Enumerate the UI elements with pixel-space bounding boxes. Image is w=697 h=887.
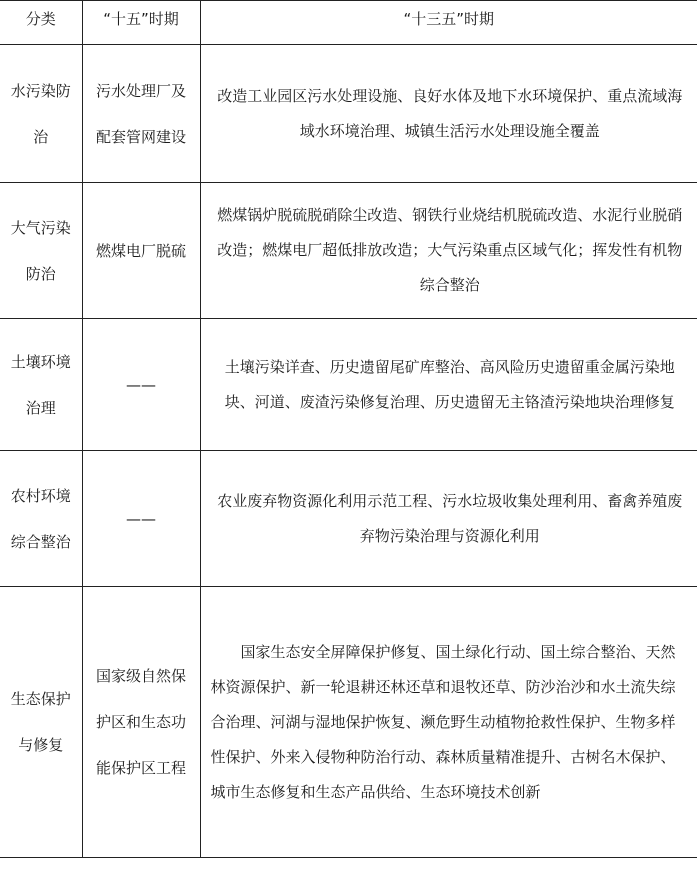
header-period-13: “十三五”时期 [200,1,697,45]
row-period-13: 国家生态安全屏障保护修复、国土绿化行动、国土综合整治、天然林资源保护、新一轮退耕还林还草和退牧还草、防沙治沙和水土流失综合治理、河湖与湿地保护恢复、濒危野生动植物抢救性保护、生物多样性保护、外来入侵物种防治行动、森林质量精准提升、古树名木保护、城市生态修复和生态产品供给、生态环境技术创新 [200,587,697,858]
row-category: 生态保护与修复 [0,587,82,858]
row-period-15: —— [82,319,200,451]
row-period-15: 燃煤电厂脱硫 [82,183,200,319]
row-period-13: 燃煤锅炉脱硫脱硝除尘改造、钢铁行业烧结机脱硫改造、水泥行业脱硝改造；燃煤电厂超低排放改造；大气污染重点区域气化；挥发性有机物综合整治 [200,183,697,319]
row-period-13: 农业废弃物资源化利用示范工程、污水垃圾收集处理利用、畜禽养殖废弃物污染治理与资源化利用 [200,451,697,587]
table-row [0,319,697,451]
row-period-15: 污水处理厂及配套管网建设 [82,45,200,183]
table-row [0,587,697,858]
table-header-row [0,1,697,45]
table-row [0,451,697,587]
header-category: 分类 [0,1,82,45]
row-category: 农村环境综合整治 [0,451,82,587]
table-row [0,183,697,319]
row-category: 大气污染防治 [0,183,82,319]
row-period-15: —— [82,451,200,587]
row-period-13: 改造工业园区污水处理设施、良好水体及地下水环境保护、重点流域海域水环境治理、城镇生活污水处理设施全覆盖 [200,45,697,183]
table-row [0,45,697,183]
row-category: 水污染防治 [0,45,82,183]
row-category: 土壤环境治理 [0,319,82,451]
row-period-15: 国家级自然保护区和生态功能保护区工程 [82,587,200,858]
row-period-13: 土壤污染详查、历史遗留尾矿库整治、高风险历史遗留重金属污染地块、河道、废渣污染修复治理、历史遗留无主铬渣污染地块治理修复 [200,319,697,451]
header-period-15: “十五”时期 [82,1,200,45]
